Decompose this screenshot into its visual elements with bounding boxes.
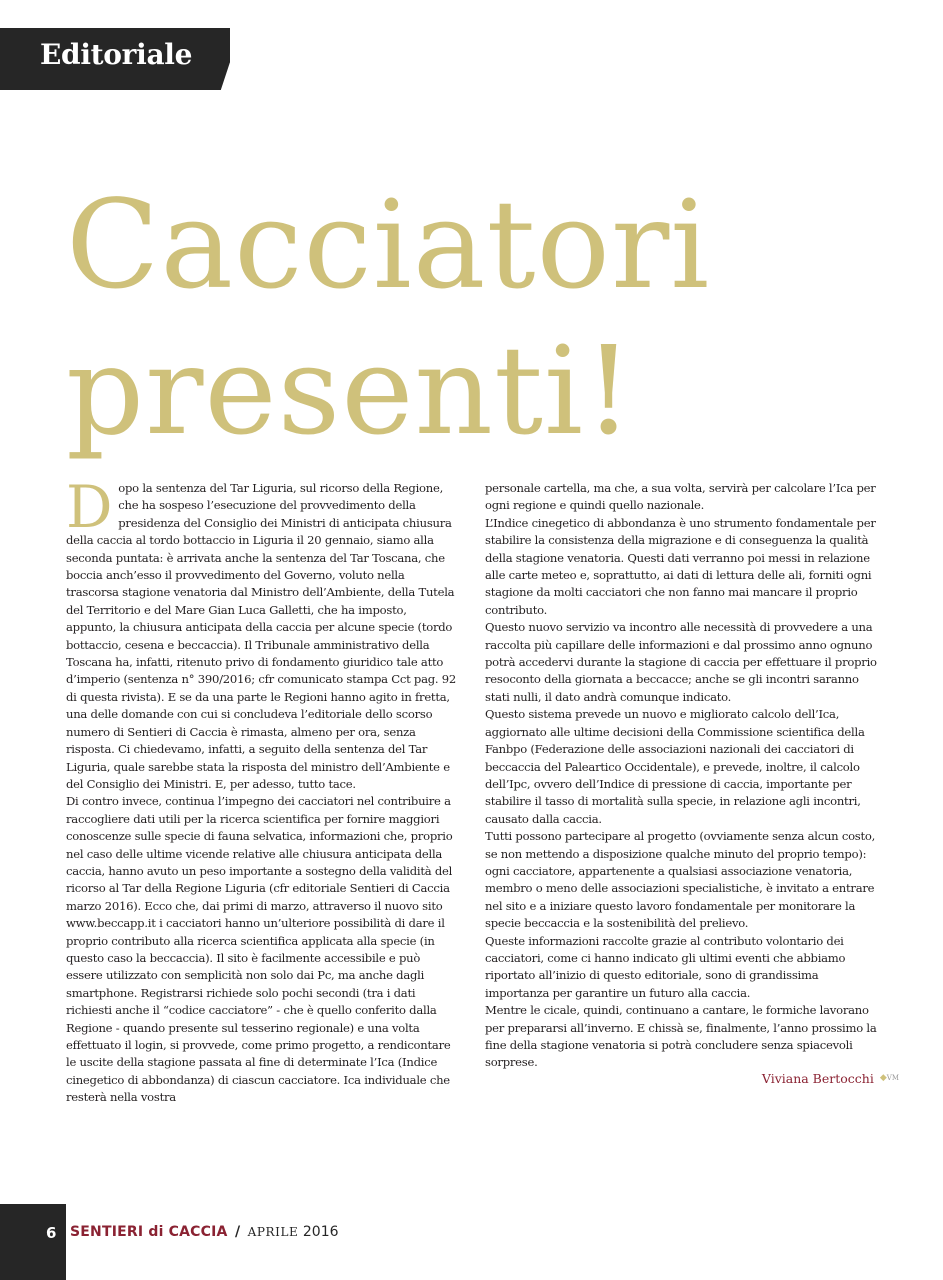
article-paragraph: Questo nuovo servizio va incontro alle necessità di provvedere a una raccolta più capillare delle informazioni e dal prossimo anno ognuno potrà accedervi durante la stagione di caccia per effettuare il proprio resoconto della giornata a beccacce; anche se gli incontri saranno stati nulli, il dato andrà comunque indicato. [485,620,877,704]
footer-separator: / [235,1224,241,1240]
article-column-left [66,473,458,1107]
footer-credit [70,1224,339,1240]
article-paragraph: personale cartella, ma che, a sua volta, servirà per calcolare l’Ica per ogni regione e quindi quello nazionale. [485,481,876,513]
headline-line-1: Cacciatori [66,174,711,316]
issue-year: 2016 [302,1224,339,1240]
headline-line-2: presenti! [66,320,635,462]
author-mark-text: VM [886,1074,899,1082]
article-paragraph: Di contro invece, continua l’impegno dei cacciatori nel contribuire a raccogliere dati utili per la ricerca scientifica per fornire maggiori conoscenze sulle specie di fauna selvatica, informazioni che, proprio nel caso delle ultime vicende relative alle chiusura anticipata della caccia, hanno avuto un peso importante a sostegno della validità del ricorso al Tar della Regione Liguria (cfr editoriale Sentieri di Caccia marzo 2016). Ecco che, dai primi di marzo, attraverso il nuovo sito www.beccapp.it i cacciatori hanno un’ulteriore possibilità di dare il proprio contributo alla ricerca scientifica applicata alla specie (in questo caso la beccaccia). Il sito è facilmente accessibile e può essere utilizzato con semplicità non solo dai Pc, ma anche dagli smartphone. Registrarsi richiede solo pochi secondi (tra i dati richiesti anche il “codice cacciatore” - che è quello conferito dalla Regione - quando presente sul tesserino regionale) e una volta effettuato il login, si provvede, come primo progetto, a rendicontare le uscite della stagione passata al fine di determinate l’Ica (Indice cinegetico di abbondanza) di ciascun cacciatore. Ica individuale che resterà nella vostra [66,794,453,1105]
magazine-name: SENTIERI di CACCIA [70,1224,228,1240]
drop-cap: D [66,473,113,541]
author-name: Viviana Bertocchi [761,1071,874,1086]
footer-block [0,1204,66,1280]
article-paragraph: Mentre le cicale, quindi, continuano a cantare, le formiche lavorano per prepararsi all’inverno. E chissà se, finalmente, l’anno prossimo la fine della stagione venatoria si potrà concludere senza spiacevoli sorprese. [485,1003,877,1070]
article-paragraph: Questo sistema prevede un nuovo e migliorato calcolo dell’Ica, aggiornato alle ultime decisioni della Commissione scientifica della Fanbpo (Federazione delle associazioni nazionali dei cacciatori di beccaccia del Paleartico Occidentale), e prevede, inoltre, il calcolo dell’Ipc, ovvero dell’Indice di pressione di caccia, importante per stabilire il tasso di mortalità sulla specie, in relazione agli incontri, causato dalla caccia. [485,707,865,826]
page-number: 6 [46,1224,57,1242]
issue-month: APRILE [247,1225,299,1239]
article-headline [66,172,710,464]
article-paragraph: Tutti possono partecipare al progetto (ovviamente senza alcun costo, se non mettendo a disposizione qualche minuto del proprio tempo): ogni cacciatore, appartenente a qualsiasi associazione venatoria, membro o meno delle associazioni specialistiche, è invitato a entrare nel sito e a iniziare questo lavoro fondamentale per monitorare la specie beccaccia e la sostenibilità del prelievo. [485,829,876,931]
article-paragraph: L’Indice cinegetico di abbondanza è uno strumento fondamentale per stabilire la consistenza della migrazione e di conseguenza la qualità della stagione venatoria. Questi dati verranno poi messi in relazione alle carte meteo e, soprattutto, ai dati di lettura delle ali, forniti ogni stagione da molti cacciatori che non fanno mai mancare il proprio contributo. [485,515,876,617]
author-signature [762,1071,899,1086]
article-paragraph: Queste informazioni raccolte grazie al contributo volontario dei cacciatori, come ci hanno indicato gli ultimi eventi che abbiamo riportato all’inizio di questo editoriale, sono di grandissima importanza per garantire un futuro alla caccia. [485,933,846,1000]
author-mark-icon: ◆VM [879,1073,899,1083]
section-tab-label: Editoriale [40,38,193,71]
paragraph-text: opo la sentenza del Tar Liguria, sul ricorso della Regione, che ha sospeso l’esecuzione del provvedimento della presidenza del Consiglio dei Ministri di anticipata chiusura della caccia al tordo bottaccio in Liguria il 20 gennaio, siamo alla seconda puntata: è arrivata anche la sentenza del Tar Toscana, che boccia anch’esso il provvedimento del Governo, voluto nella trascorsa stagione venatoria dal Ministro dell’Ambiente, della Tutela del Territorio e del Mare Gian Luca Galletti, che ha imposto, appunto, la chiusura anticipata della caccia per alcune specie (tordo bottaccio, cesena e beccaccia). Il Tribunale amministrativo della Toscana ha, infatti, ritenuto privo di fondamento giuridico tale atto d’imperio (sentenza n° 390/2016; cfr comunicato stampa Cct pag. 92 di questa rivista). E se da una parte le Regioni hanno agito in fretta, una delle domande con cui si concludeva l’editoriale dello scorso numero di Sentieri di Caccia è rimasta, almeno per ora, senza risposta. Ci chiedevamo, infatti, a seguito della sentenza del Tar Liguria, quale sarebbe stata la risposta del ministro dell’Ambiente e del Consiglio dei Ministri. E, per adesso, tutto tace. [66,481,457,791]
article-paragraph [66,473,458,793]
article-column-right [485,480,879,1072]
